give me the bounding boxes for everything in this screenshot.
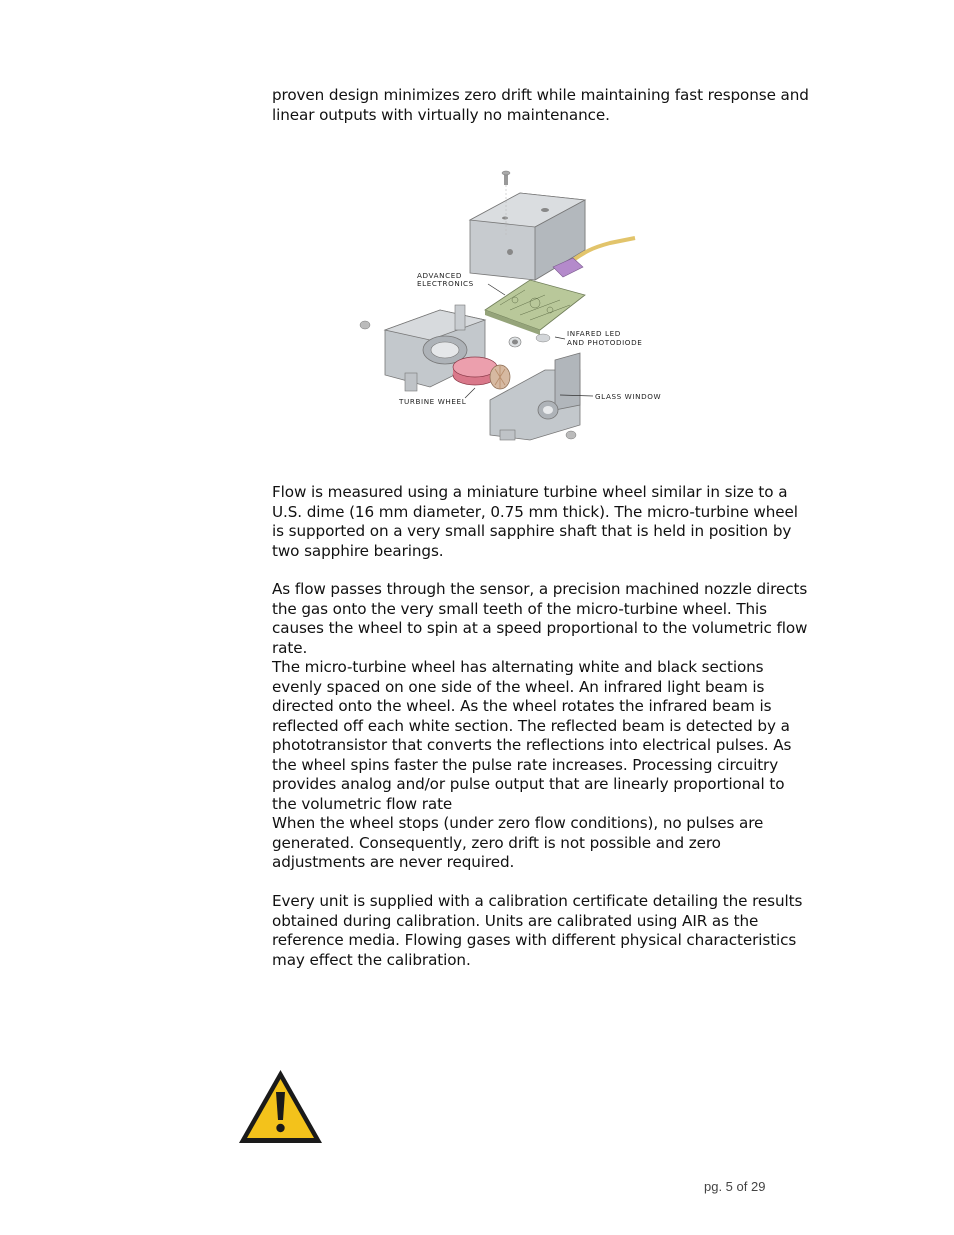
page-number: pg. 5 of 29 — [704, 1179, 766, 1194]
label-advanced-electronics-line1: ADVANCED — [417, 271, 462, 280]
label-infrared-led-line1: INFARED LED — [567, 329, 621, 338]
paragraph-infrared: The micro-turbine wheel has alternating white and black sections evenly spaced on one side of the wheel. An infrared light beam is directed onto the wheel. As the wheel rotates the infrared beam is reflected off each white section. The reflected beam is detected by a phototransistor that converts the reflections into electrical pulses. As the wheel spins faster the pulse rate increases. Processing circuitry provides analog and/or pulse output that are linearly proportional to the volumetric flow rate — [272, 658, 792, 813]
turbine-wheel — [453, 357, 510, 389]
label-glass-window: GLASS WINDOW — [595, 392, 662, 401]
paragraph-zero-drift: When the wheel stops (under zero flow conditions), no pulses are generated. Consequently, zero drift is not possible and zero adjustments are never required. — [272, 814, 764, 871]
circuit-board — [485, 280, 585, 335]
paragraph-flow-measurement: Flow is measured using a miniature turbine wheel similar in size to a U.S. dime (16 mm diameter, 0.75 mm thick). The micro-turbine wheel is supported on a very small sapphire shaft that is held in position by two sapphire bearings. — [272, 483, 798, 560]
paragraph-nozzle: As flow passes through the sensor, a precision machined nozzle directs the gas onto the very small teeth of the micro-turbine wheel. This causes the wheel to spin at a speed proportional to the volumetric flow rate. — [272, 580, 808, 657]
warning-triangle-icon — [237, 1068, 324, 1145]
label-turbine-wheel: TURBINE WHEEL — [399, 397, 467, 406]
paragraph-intro-continued: proven design minimizes zero drift while maintaining fast response and linear outputs with virtually no maintenance. — [272, 86, 809, 124]
exploded-sensor-diagram — [345, 155, 690, 455]
paragraph-calibration: Every unit is supplied with a calibration certificate detailing the results obtained during calibration. Units are calibrated using AIR as the reference media. Flowing gases with different physical characteristics may effect the calibration. — [272, 892, 803, 969]
led-photodiode — [509, 334, 550, 347]
label-infrared-led-line2: AND PHOTODIODE — [567, 338, 643, 347]
label-advanced-electronics-line2: ELECTRONICS — [417, 279, 474, 288]
